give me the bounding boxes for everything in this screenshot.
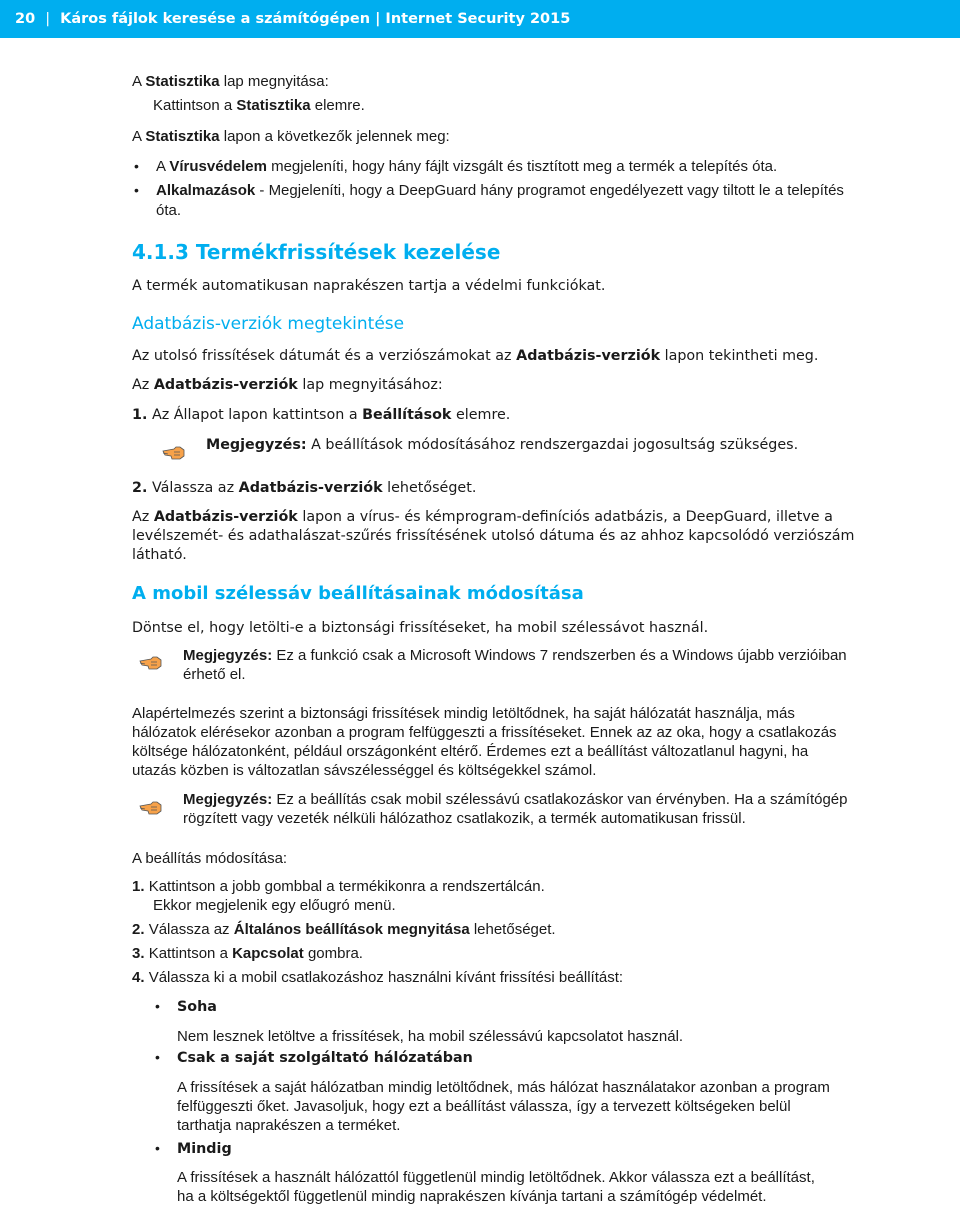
stats-click-line: Kattintson a Statisztika elemre. <box>153 97 365 114</box>
stats-bullet-2-cont: óta. <box>156 202 182 219</box>
option-home-desc-line-3: tarthatja naprakészen a terméket. <box>177 1117 401 1134</box>
mobile-step-1-line-2: Ekkor megjelenik egy előugró menü. <box>153 897 396 914</box>
mobile-paragraph-2-line-3: költsége hálózatonként, például országonként eltérő. Érdemes ezt a beállítást változatlanul hagyni, ha <box>132 743 809 760</box>
section-heading: 4.1.3 Termékfrissítések kezelése <box>132 240 501 264</box>
header-separator: | <box>45 11 51 27</box>
db-note: Megjegyzés: A beállítások módosításához rendszergazdai jogosultság szükséges. <box>206 437 799 453</box>
mobile-note-2: Megjegyzés: Ez a beállítás csak mobil szélessávú csatlakozáskor van érvényben. Ha a számítógép <box>183 791 848 808</box>
mobile-heading: A mobil szélessáv beállításainak módosítása <box>132 583 584 604</box>
db-step-2: 2. Válassza az Adatbázis-verziók lehetőséget. <box>132 480 477 496</box>
mobile-note-2-line-2: rögzített vagy vezeték nélküli hálózathoz csatlakozik, a termék automatikusan frissül. <box>183 810 746 827</box>
option-never-title: Soha <box>177 999 217 1015</box>
mobile-paragraph-2-line-1: Alapértelmezés szerint a biztonsági frissítések mindig letöltődnek, ha saját hálózatát használja, más <box>132 705 795 722</box>
option-always-desc-line-1: A frissítések a használt hálózattól függetlenül mindig letöltődnek. Akkor válassza ezt a beállítást, <box>177 1169 815 1186</box>
pointing-hand-icon <box>139 799 163 815</box>
change-intro: A beállítás módosítása: <box>132 850 288 867</box>
bullet-dot: • <box>155 1049 160 1065</box>
mobile-step-1: 1. Kattintson a jobb gombbal a termékikonra a rendszertálcán. <box>132 878 545 895</box>
db-paragraph-2: Az Adatbázis-verziók lap megnyitásához: <box>132 377 443 393</box>
db-step-1: 1. Az Állapot lapon kattintson a Beállítások elemre. <box>132 407 511 423</box>
option-never-desc: Nem lesznek letöltve a frissítések, ha mobil szélessávú kapcsolatot használ. <box>177 1028 684 1045</box>
stats-shows-line: A Statisztika lapon a következők jelennek meg: <box>132 128 450 145</box>
db-paragraph-3: Az Adatbázis-verziók lapon a vírus- és kémprogram-definíciós adatbázis, a DeepGuard, illetve a <box>132 509 833 525</box>
db-paragraph-3-line-2: levélszemét- és adathalászat-szűrés frissítésének utolsó dátuma és az ahhoz kapcsolódó verziószám <box>132 528 855 544</box>
stats-bullet-1: A Vírusvédelem megjeleníti, hogy hány fájlt vizsgált és tisztított meg a termék a telepítés óta. <box>156 158 778 175</box>
option-home-title: Csak a saját szolgáltató hálózatában <box>177 1050 473 1066</box>
db-paragraph-3-line-3: látható. <box>132 547 187 563</box>
header-title: Káros fájlok keresése a számítógépen | Internet Security 2015 <box>60 11 571 27</box>
bullet-dot: • <box>155 1140 160 1156</box>
mobile-note-1: Megjegyzés: Ez a funkció csak a Microsoft Windows 7 rendszerben és a Windows újabb verzióiban <box>183 647 847 664</box>
mobile-paragraph-2-line-4: utazás közben is változatlan sávszélességgel és költségekkel számol. <box>132 762 597 779</box>
bullet-dot: • <box>134 182 139 198</box>
option-always-title: Mindig <box>177 1141 232 1157</box>
mobile-step-2: 2. Válassza az Általános beállítások megnyitása lehetőséget. <box>132 921 556 938</box>
stats-open-line: A Statisztika lap megnyitása: <box>132 73 329 90</box>
mobile-step-3: 3. Kattintson a Kapcsolat gombra. <box>132 945 363 962</box>
pointing-hand-icon <box>139 654 163 670</box>
bullet-dot: • <box>155 998 160 1014</box>
section-intro: A termék automatikusan naprakészen tartja a védelmi funkciókat. <box>132 278 606 294</box>
mobile-paragraph-1: Döntse el, hogy letölti-e a biztonsági frissítéseket, ha mobil szélessávot használ. <box>132 620 709 636</box>
mobile-note-1-line-2: érhető el. <box>183 666 246 683</box>
stats-bullet-2: Alkalmazások - Megjeleníti, hogy a DeepGuard hány programot engedélyezett vagy tiltott le a telepítés <box>156 182 844 199</box>
option-home-desc-line-2: felfüggeszti őket. Javasoljuk, hogy ezt a beállítást válassza, így a tervezett költségeken belül <box>177 1098 791 1115</box>
page-header <box>0 0 960 38</box>
pointing-hand-icon <box>162 444 186 460</box>
option-always-desc-line-2: ha a költségektől függetlenül mindig naprakészen kívánja tartani a számítógép védelmét. <box>177 1188 767 1205</box>
db-heading: Adatbázis-verziók megtekintése <box>132 314 405 334</box>
page-number: 20 <box>15 11 36 27</box>
mobile-paragraph-2-line-2: hálózatok elérésekor azonban a program felfüggeszti a frissítéseket. Ennek az az oka, hogy a csatlakozás <box>132 724 837 741</box>
mobile-step-4: 4. Válassza ki a mobil csatlakozáshoz használni kívánt frissítési beállítást: <box>132 969 624 986</box>
option-home-desc-line-1: A frissítések a saját hálózatban mindig letöltődnek, más hálózat használatakor azonban a program <box>177 1079 830 1096</box>
db-paragraph-1: Az utolsó frissítések dátumát és a verziószámokat az Adatbázis-verziók lapon tekintheti meg. <box>132 348 819 364</box>
bullet-dot: • <box>134 158 139 174</box>
